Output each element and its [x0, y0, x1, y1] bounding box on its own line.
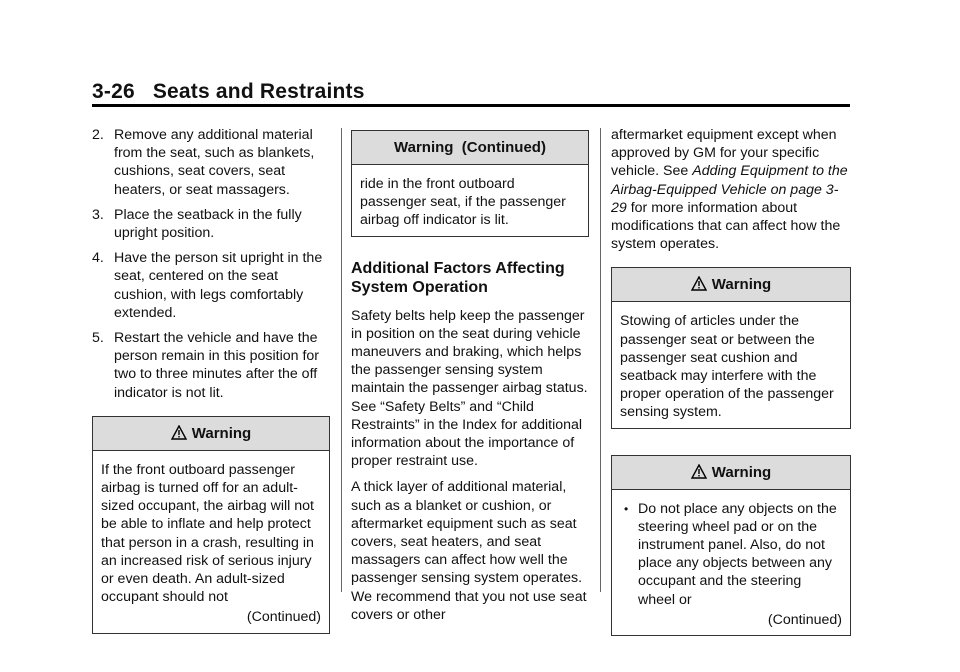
- step-text: Restart the vehicle and have the person remain in this position for two to three minutes after the off indicator is not lit.: [114, 330, 320, 401]
- cross-reference-link: Adding Equipment to the Airbag-Equipped Vehicle on page 3-29: [611, 163, 848, 216]
- warning-header: [93, 417, 329, 451]
- column-3: [611, 126, 851, 636]
- continued-label: (Continued): [246, 609, 321, 626]
- step-item: [92, 126, 330, 199]
- warning-header: [612, 268, 850, 302]
- paragraph: A thick layer of additional material, such as a blanket or cushion, or aftermarket equipment such as seat covers, seat heaters, and seat massagers can affect how well the passenger sensing system operates. We recommend that you not use seat covers or other: [351, 479, 587, 623]
- step-number: 3.: [92, 206, 104, 223]
- paragraph-text: aftermarket equipment except when approved by GM for your specific vehicle. See: [611, 127, 837, 180]
- step-item: [92, 329, 330, 402]
- column-divider: [600, 128, 601, 592]
- page-number: 3-26: [92, 80, 135, 103]
- warning-header: Warning (Continued): [352, 131, 588, 165]
- warning-body: [352, 165, 588, 236]
- column-2: [351, 126, 589, 632]
- warning-box: [92, 416, 330, 634]
- column-1: [92, 126, 330, 634]
- continued-label: (Continued): [767, 611, 842, 628]
- paragraph: [611, 126, 851, 253]
- warning-header: [612, 456, 850, 490]
- paragraph: Safety belts help keep the passenger in position on the seat during vehicle maneuvers and braking, which helps the passenger sensing system maintain the passenger airbag status. See “Safety Belts” and “Child Restraints” in the Index for additional information about the importance of proper restraint use.: [351, 307, 588, 470]
- warning-box: [611, 267, 851, 428]
- warning-text: If the front outboard passenger airbag is turned off for an adult-sized occupant, the airbag will not be able to inflate and help protect that person in a crash, resulting in an increased risk of serious injury or even death. An adult-sized occupant should not: [101, 461, 314, 606]
- warning-body: [612, 490, 850, 635]
- column-divider: [341, 128, 342, 592]
- alert-triangle-icon: [691, 458, 707, 491]
- warning-title: Warning: [711, 276, 772, 294]
- step-item: [92, 249, 330, 322]
- warning-box-continued: [351, 130, 589, 237]
- step-text: Remove any additional material from the seat, such as blankets, cushions, seat covers, seat heaters, or seat massagers.: [114, 127, 315, 198]
- section-heading: Additional Factors Affecting System Operation: [351, 259, 565, 296]
- warning-body: [612, 302, 850, 427]
- step-number: 4.: [92, 250, 104, 267]
- warning-body: [93, 451, 329, 633]
- warning-box: [611, 455, 851, 636]
- alert-triangle-icon: [171, 419, 187, 452]
- paragraph-text: for more information about modifications that can affect how the system operates.: [611, 199, 841, 253]
- step-number: 5.: [92, 330, 104, 347]
- bullet-item: [620, 500, 842, 609]
- bullet-text: Do not place any objects on the steering wheel pad or on the instrument panel. Also, do not place any objects between any occupant and the steering wheel or: [638, 500, 837, 608]
- step-text: Place the seatback in the fully upright position.: [114, 206, 302, 242]
- step-text: Have the person sit upright in the seat, centered on the seat cushion, with legs comfortably extended.: [114, 250, 323, 321]
- warning-text: ride in the front outboard passenger seat, if the passenger airbag off indicator is lit.: [360, 176, 566, 229]
- step-item: [92, 206, 330, 242]
- section-title: Seats and Restraints: [152, 80, 365, 103]
- header-rule: [92, 104, 850, 107]
- warning-title: Warning: [711, 463, 772, 481]
- warning-title: Warning: [191, 424, 252, 442]
- alert-triangle-icon: [691, 270, 707, 303]
- warning-text: Stowing of articles under the passenger seat or between the passenger seat cushion and seatback may interfere with the proper operation of the passenger sensing system.: [620, 313, 834, 421]
- page-header: [92, 80, 365, 104]
- bullet-icon: •: [624, 501, 629, 516]
- step-number: 2.: [92, 127, 104, 143]
